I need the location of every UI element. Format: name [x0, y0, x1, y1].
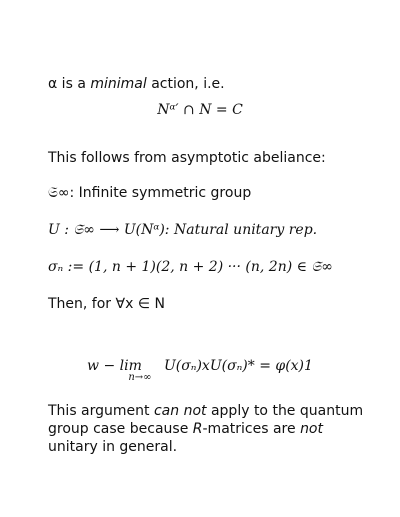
para-emphasis1: can not	[153, 403, 207, 419]
commutant-formula	[0, 101, 400, 119]
para-emphasis3: not	[300, 421, 323, 437]
para-part1: This argument	[48, 403, 154, 419]
limit-formula	[0, 357, 400, 383]
symmetric-group-text: 𝔖∞: Infinite symmetric group	[48, 185, 252, 201]
minimal-action-prefix: α is a	[48, 76, 91, 92]
para-part4: unitary in general.	[48, 439, 178, 455]
para-part2: apply to the quantum group case because	[48, 403, 364, 437]
minimal-action-suffix: action, i.e.	[146, 76, 225, 92]
para-part3: -matrices are	[202, 421, 301, 437]
asymptotic-abeliance-line	[48, 149, 326, 167]
unitary-rep-text: U : 𝔖∞ ⟶ U(Nᵅ): Natural unitary rep.	[48, 222, 318, 238]
then-for-all-line	[48, 295, 165, 313]
para-emphasis2: R	[192, 421, 203, 437]
sigma-definition-text: σₙ := (1, n + 1)(2, n + 2) ··· (n, 2n) ∈ 𝔖∞	[48, 259, 333, 275]
quantum-group-paragraph	[48, 402, 368, 456]
commutant-formula-text: Nᵅ′ ∩ N = C	[157, 102, 243, 118]
then-for-all-text: Then, for ∀x ∈ N	[48, 296, 165, 312]
minimal-action-line	[48, 75, 225, 93]
minimal-emphasis: minimal	[90, 76, 147, 92]
asymptotic-abeliance-text: This follows from asymptotic abeliance:	[48, 150, 326, 166]
limit-expression: U(σₙ)xU(σₙ)* = φ(x)1	[163, 358, 313, 374]
unitary-rep-line	[48, 221, 317, 239]
limit-operator: w − lim	[87, 358, 142, 374]
limit-subscript: n→∞	[128, 372, 152, 383]
symmetric-group-line	[48, 184, 251, 202]
sigma-definition-line	[48, 258, 333, 276]
